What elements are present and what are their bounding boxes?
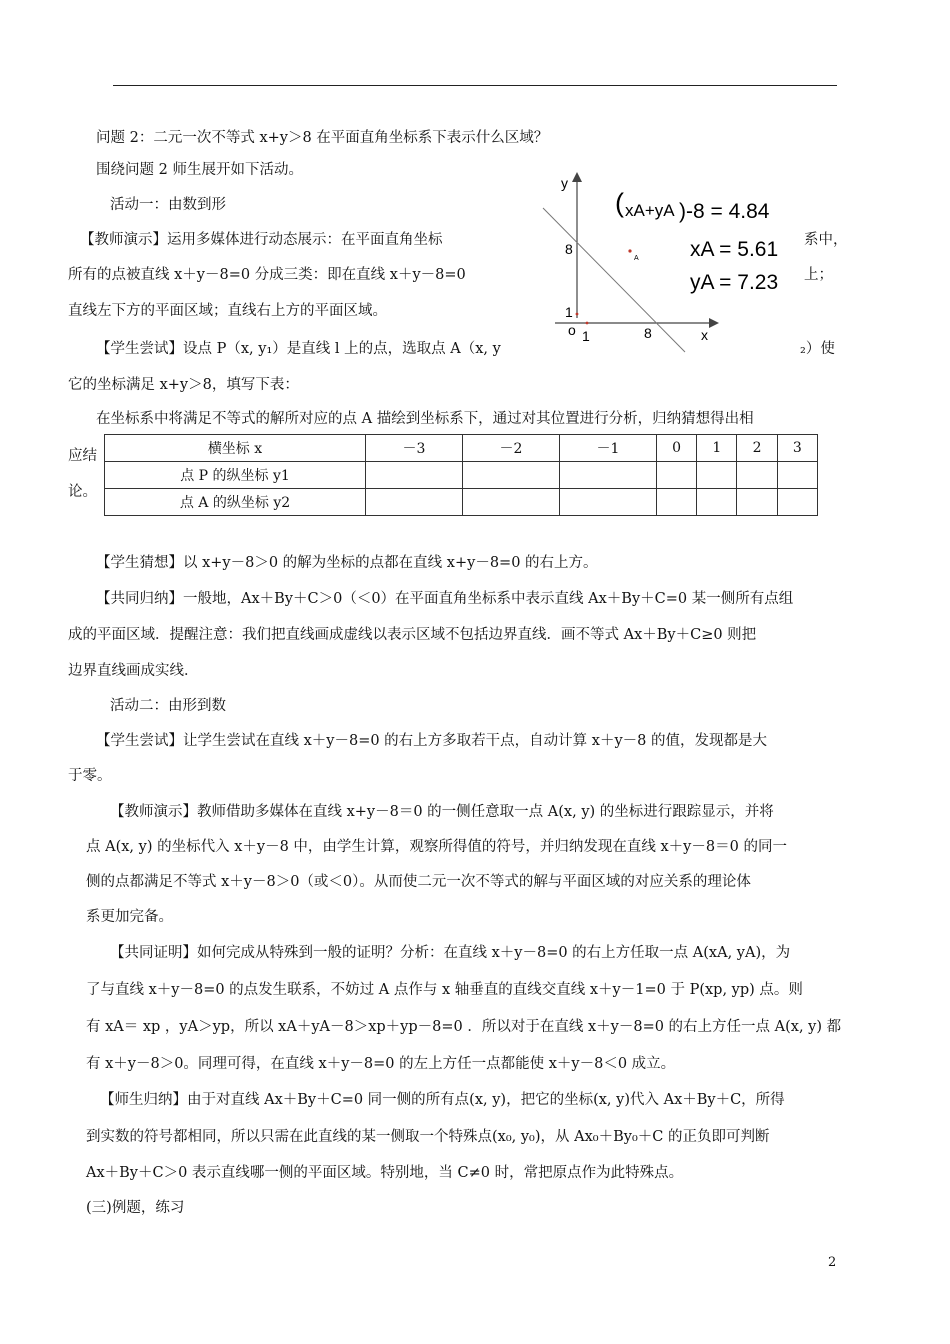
x-tick-1: 1 (582, 328, 590, 344)
proof-line-3: 有 xA＝ xp ，yA＞yp，所以 xA＋yA－8＞xp＋yp－8=0 ．所以对于在直线 x＋y－8=0 的右上方任一点 A(x, y) 都 (86, 1019, 842, 1035)
table-row (105, 489, 818, 516)
readout-xa: xA = 5.61 (690, 238, 779, 261)
activity-intro: 围绕问题 2 师生展开如下活动。 (96, 162, 303, 178)
table-cell-empty[interactable] (737, 462, 777, 489)
table-header-x: 横坐标 x (105, 435, 366, 462)
side-text-1: 应结 (68, 448, 97, 464)
table-cell-x: －3 (366, 435, 463, 462)
summary-line-1: 【共同归纳】一般地，Ax＋By＋C＞0（＜0）在平面直角坐标系中表示直线 Ax＋By＋C=0 某一侧所有点组 (96, 591, 794, 607)
table-cell-empty[interactable] (657, 462, 697, 489)
table-cell-x: －1 (560, 435, 657, 462)
conclude-line-2: 到实数的符号都相同，所以只需在此直线的某一侧取一个特殊点(x₀, y₀)，从 Ax₀＋By₀＋C 的正负即可判断 (86, 1129, 770, 1145)
y-tick-8: 8 (565, 241, 573, 257)
table-cell-x: 1 (697, 435, 737, 462)
table-cell-empty[interactable] (697, 462, 737, 489)
data-table (104, 434, 818, 516)
conclude-line-1: 【师生归纳】由于对直线 Ax＋By＋C=0 同一侧的所有点(x, y)，把它的坐标(x, y)代入 Ax＋By＋C，所得 (100, 1092, 785, 1108)
conclude-line-3: Ax＋By＋C＞0 表示直线哪一侧的平面区域。特别地，当 C≠0 时，常把原点作为此特殊点。 (86, 1165, 684, 1181)
table-header-a: 点 A 的纵坐标 y2 (105, 489, 366, 516)
origin-label: o (568, 322, 576, 338)
teacher-demo-line-1b: 系中， (804, 232, 848, 248)
activity-1-heading: 活动一：由数到形 (110, 197, 226, 213)
tick-point-y1 (576, 313, 579, 316)
proof-line-2: 了与直线 x＋y－8=0 的点发生联系，不妨过 A 点作与 x 轴垂直的直线交直线 x＋y－1=0 于 P(xp, yp) 点。则 (86, 982, 803, 998)
x-tick-8: 8 (644, 325, 652, 341)
table-cell-empty[interactable] (560, 462, 657, 489)
table-cell-x: 3 (777, 435, 817, 462)
readout-ya: yA = 7.23 (690, 271, 779, 294)
activity-2-heading: 活动二：由形到数 (110, 698, 226, 714)
table-cell-empty[interactable] (366, 489, 463, 516)
table-cell-x: －2 (463, 435, 560, 462)
examples-heading: (三)例题，练习 (86, 1200, 185, 1216)
page-number: 2 (828, 1255, 837, 1270)
table-cell-empty[interactable] (697, 489, 737, 516)
teacher-demo2-line-1: 【教师演示】教师借助多媒体在直线 x+y－8＝0 的一侧任意取一点 A(x, y) 的坐标进行跟踪显示，并将 (110, 804, 774, 820)
table-cell-empty[interactable] (737, 489, 777, 516)
teacher-demo-line-2b: 上； (804, 267, 833, 283)
teacher-demo2-line-4: 系更加完备。 (86, 909, 173, 925)
student-guess: 【学生猜想】以 x+y－8＞0 的解为坐标的点都在直线 x+y－8=0 的右上方。 (96, 555, 598, 571)
y-tick-1: 1 (565, 304, 573, 320)
table-row (105, 435, 818, 462)
teacher-demo-line-2a: 所有的点被直线 x＋y－8=0 分成三类：即在直线 x＋y－8=0 (68, 267, 466, 283)
summary-line-2: 成的平面区域．提醒注意：我们把直线画成虚线以表示区域不包括边界直线．画不等式 Ax＋By＋C≥0 则把 (68, 627, 757, 643)
point-a-label: A (634, 255, 639, 262)
table-cell-empty[interactable] (463, 462, 560, 489)
question-2: 问题 2：二元一次不等式 x+y＞8 在平面直角坐标系下表示什么区域？ (96, 130, 549, 146)
student-try-line-2: 它的坐标满足 x+y＞8，填写下表： (68, 377, 299, 393)
x-axis-label: x (701, 327, 708, 343)
student-try2-line-2: 于零。 (68, 768, 112, 784)
table-header-p: 点 P 的纵坐标 y1 (105, 462, 366, 489)
y-axis-label: y (561, 175, 568, 191)
student-try-line-1b: ₂）使 (800, 341, 835, 357)
header-rule (113, 85, 837, 86)
teacher-demo-line-3: 直线左下方的平面区域；直线右上方的平面区域。 (68, 303, 387, 319)
point-a (628, 249, 631, 252)
teacher-demo2-line-3: 侧的点都满足不等式 x＋y－8＞0（或＜0）。从而使二元一次不等式的解与平面区域的对应关系的理论体 (86, 874, 751, 890)
readout-paren-open: ( (615, 188, 624, 218)
teacher-demo2-line-2: 点 A(x, y) 的坐标代入 x＋y－8 中，由学生计算，观察所得值的符号，并归纳发现在直线 x＋y－8＝0 的同一 (86, 839, 787, 855)
readout-sum: xA+yA (625, 201, 675, 220)
y-axis-arrow (572, 172, 582, 182)
side-text-2: 论。 (68, 484, 97, 500)
table-cell-empty[interactable] (657, 489, 697, 516)
x-axis-arrow (709, 318, 719, 328)
table-row (105, 462, 818, 489)
summary-line-3: 边界直线画成实线． (68, 663, 199, 679)
readout-value: )-8 = 4.84 (679, 200, 770, 223)
student-try-line-1a: 【学生尝试】设点 P（x, y₁）是直线 l 上的点，选取点 A（x, y (96, 341, 501, 357)
teacher-demo-line-1a: 【教师演示】运用多媒体进行动态展示：在平面直角坐标 (80, 232, 443, 248)
tick-point-x1 (586, 322, 589, 325)
proof-line-4: 有 x＋y－8＞0。同理可得，在直线 x＋y－8=0 的左上方任一点都能使 x＋y－8＜0 成立。 (86, 1056, 676, 1072)
table-cell-empty[interactable] (366, 462, 463, 489)
proof-line-1: 【共同证明】如何完成从特殊到一般的证明？分析：在直线 x＋y－8=0 的右上方任取一点 A(xA, yA)，为 (110, 945, 791, 961)
boundary-line (543, 208, 685, 352)
table-cell-empty[interactable] (463, 489, 560, 516)
student-try2-line-1: 【学生尝试】让学生尝试在直线 x＋y－8=0 的右上方多取若干点，自动计算 x＋y－8 的值，发现都是大 (96, 733, 767, 749)
table-cell-empty[interactable] (777, 462, 817, 489)
table-cell-empty[interactable] (777, 489, 817, 516)
table-cell-x: 2 (737, 435, 777, 462)
describe-line: 在坐标系中将满足不等式的解所对应的点 A 描绘到坐标系下，通过对其位置进行分析，归纳猜想得出相 (96, 411, 754, 427)
coordinate-figure (505, 168, 835, 386)
table-cell-empty[interactable] (560, 489, 657, 516)
table-cell-x: 0 (657, 435, 697, 462)
